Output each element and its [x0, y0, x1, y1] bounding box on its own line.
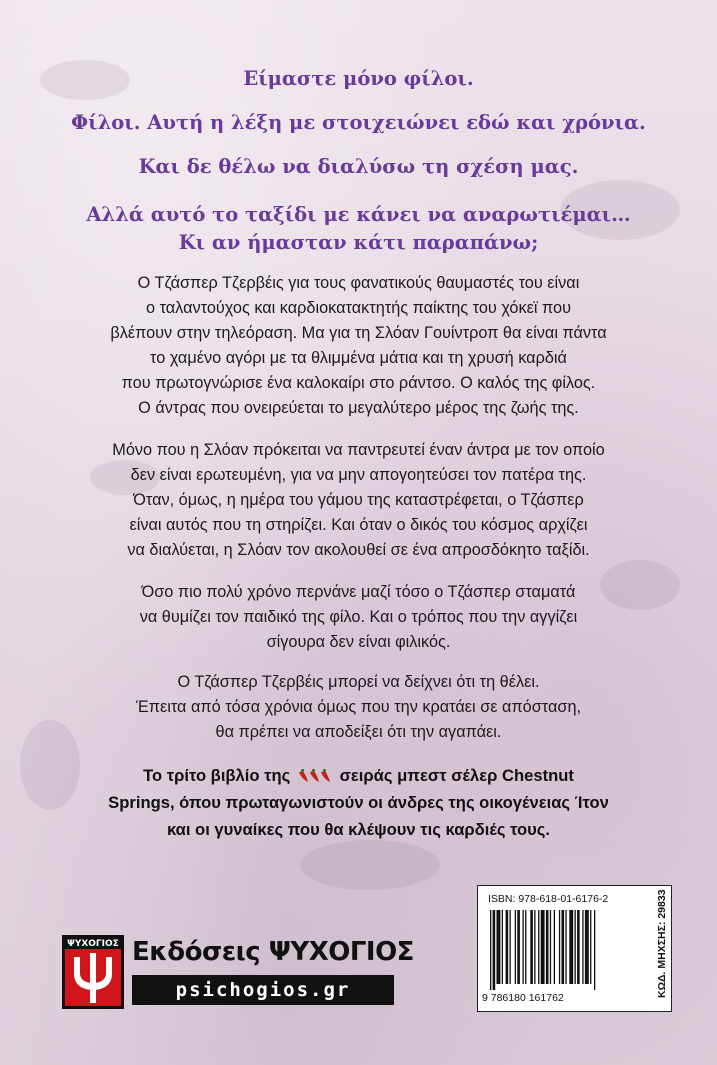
barcode-bar	[530, 910, 533, 984]
barcode-bar	[569, 910, 573, 984]
publisher-logo	[62, 935, 124, 1009]
barcode-bar	[585, 910, 589, 984]
series-note-before: Το τρίτο βιβλίο της	[143, 766, 291, 785]
barcode-bar	[523, 910, 524, 984]
publisher-url: psichogios.gr	[132, 975, 394, 1005]
blurb-line: Ο άντρας που ονειρεύεται το μεγαλύτερο μέρος της ζωής της.	[138, 399, 579, 417]
blurb-line: είναι αυτός που τη στηρίζει. Και όταν ο δικός του κόσμος αρχίζει	[129, 516, 588, 534]
barcode-bar	[565, 910, 566, 984]
tagline-5: Κι αν ήμασταν κάτι παραπάνω;	[178, 231, 539, 254]
blurb-line: να θυμίζει τον παιδικό της φίλο. Και ο τρόπος που την αγγίζει	[139, 608, 578, 626]
tagline-3: Και δε θέλω να διαλύσω τη σχέση μας.	[138, 155, 579, 178]
blurb-line: δεν είναι ερωτευμένη, για να μην απογοητεύσει τον πατέρα της.	[130, 466, 587, 484]
blurb-line: ο ταλαντούχος και καρδιοκατακτητής παίκτης του χόκεϊ που	[145, 299, 571, 317]
barcode-digits: 9 786180 161762	[482, 992, 564, 1004]
series-note-line-3: και οι γυναίκες που θα κλέψουν τις καρδιές τους.	[166, 820, 551, 839]
barcode-bar	[502, 910, 503, 984]
isbn-text: ISBN: 978-618-01-6176-2	[488, 893, 609, 905]
barcode-bar	[546, 910, 549, 984]
barcode-bar	[534, 910, 535, 984]
barcode-bar	[594, 910, 595, 990]
barcode-bar	[493, 910, 496, 990]
barcode-bar	[538, 910, 539, 984]
publisher-block	[62, 935, 414, 1011]
tagline-1: Είμαστε μόνο φίλοι.	[243, 67, 474, 90]
barcode-bar	[590, 910, 591, 984]
blurb-line: σίγουρα δεν είναι φιλικός.	[266, 633, 451, 651]
barcode-bar	[490, 910, 491, 990]
barcode-bar	[506, 910, 509, 984]
chili-peppers-icon	[297, 766, 333, 784]
barcode-bar	[582, 910, 583, 984]
blurb-line: βλέπουν στην τηλεόραση. Μα για τη Σλόαν Γουίντροπ θα είναι πάντα	[110, 324, 607, 342]
texture-speck	[300, 840, 440, 890]
blurb-line: το χαμένο αγόρι με τα θλιμμένα μάτια και τη χρυσή καρδιά	[150, 349, 567, 367]
barcode-bar	[550, 910, 551, 984]
publisher-name: Εκδόσεις ΨΥΧΟΓΙΟΣ	[132, 937, 414, 967]
series-note	[0, 762, 717, 843]
publisher-logo-text: ΨΥΧΟΓΙΟΣ	[67, 939, 119, 949]
blurb-line: Ο Τζάσπερ Τζερβέις για τους φανατικούς θαυμαστές του είναι	[137, 274, 580, 292]
blurb-line: που πρωτογνώρισε ένα καλοκαίρι στο ράντσο. Ο καλός της φίλος.	[121, 374, 596, 392]
barcode-bar	[515, 910, 516, 984]
blurb-paragraph-2	[0, 438, 717, 563]
barcode-bar	[554, 910, 555, 984]
blurb-paragraph-4	[0, 670, 717, 745]
barcode-bar	[541, 910, 545, 984]
series-note-line-2: Springs, όπου πρωταγωνιστούν οι άνδρες της οικογένειας Ίτον	[108, 793, 609, 812]
blurb-line: Όσο πιο πολύ χρόνο περνάνε μαζί τόσο ο Τζάσπερ σταματά	[141, 583, 576, 601]
blurb-line: Ο Τζάσπερ Τζερβέις μπορεί να δείχνει ότι τη θέλει.	[177, 673, 540, 691]
blurb-line: Όταν, όμως, η ημέρα του γάμου της καταστρέφεται, ο Τζάσπερ	[133, 491, 584, 509]
series-note-after: σειράς μπεστ σέλερ Chestnut	[339, 766, 574, 785]
barcode-bar	[525, 910, 526, 984]
blurb-line: θα πρέπει να αποδείξει ότι την αγαπάει.	[215, 723, 502, 741]
series-note-line-1	[0, 762, 717, 789]
barcode-bar	[517, 910, 520, 984]
barcode-bar	[562, 910, 565, 984]
blurb-line: να διαλύεται, η Σλόαν τον ακολουθεί σε ένα απροσδόκητο ταξίδι.	[127, 541, 590, 559]
barcode-box	[477, 885, 672, 1012]
barcode-bar	[559, 910, 560, 984]
product-code: ΚΩΔ. ΜΗΧΣΗΣ: 29833	[656, 889, 668, 998]
blurb-paragraph-1	[0, 271, 717, 421]
barcode-bar	[577, 910, 580, 984]
blurb-line: Μόνο που η Σλόαν πρόκειται να παντρευτεί έναν άντρα με τον οποίο	[112, 441, 605, 459]
blurb-line: Έπειτα από τόσα χρόνια όμως που την κρατάει σε απόσταση,	[135, 698, 582, 716]
tagline-2: Φίλοι. Αυτή η λέξη με στοιχειώνει εδώ και χρόνια.	[71, 111, 646, 134]
barcode-bar	[510, 910, 511, 984]
barcode-icon	[486, 910, 646, 990]
barcode-bar	[575, 910, 576, 984]
blurb-paragraph-3	[0, 580, 717, 655]
tagline-4: Αλλά αυτό το ταξίδι με κάνει να αναρωτιέμαι…	[86, 203, 631, 226]
barcode-bar	[497, 910, 501, 984]
